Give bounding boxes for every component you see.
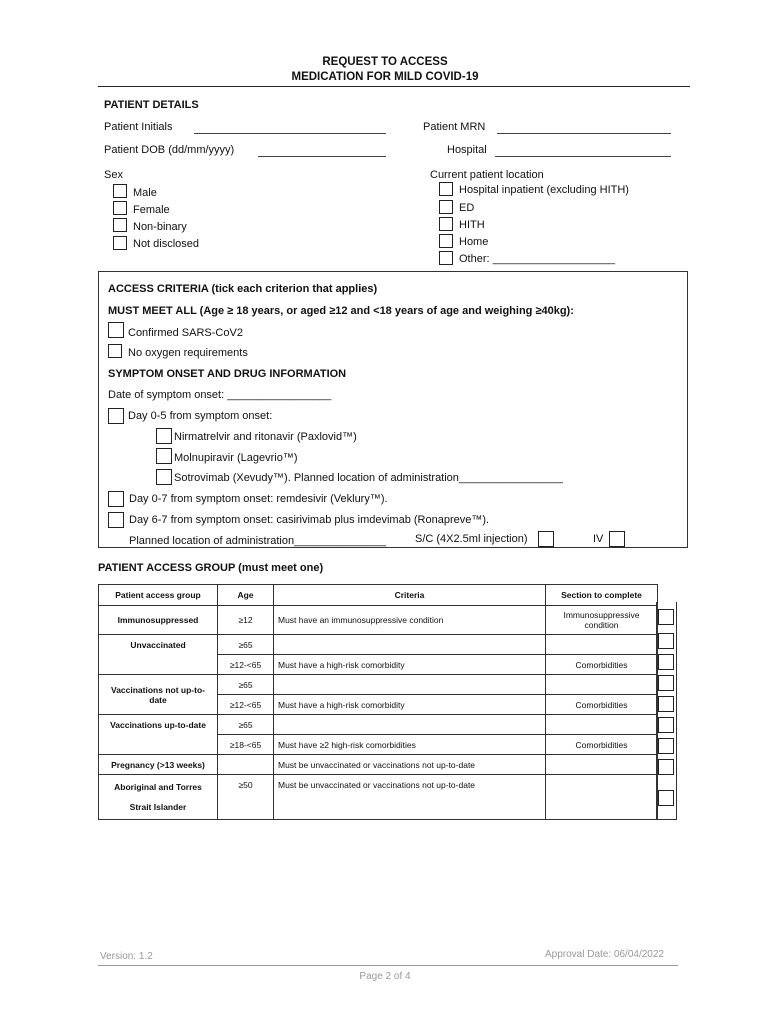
patient-initials-label: Patient Initials — [104, 121, 173, 133]
criteria-cell: Must have ≥2 high-risk comorbidities — [274, 735, 546, 755]
sex-male-checkbox[interactable] — [113, 184, 127, 198]
section-cell — [546, 675, 658, 695]
patient-access-group-heading: PATIENT ACCESS GROUP (must meet one) — [98, 562, 324, 574]
sex-option-label: Not disclosed — [133, 238, 200, 250]
sex-option-label: Female — [133, 204, 170, 216]
day-0-5-checkbox[interactable] — [108, 408, 124, 424]
patient-dob-label: Patient DOB (dd/mm/yyyy) — [104, 144, 235, 156]
age-cell: ≥18-<65 — [218, 735, 274, 755]
title-line2: MEDICATION FOR MILD COVID-19 — [291, 71, 479, 83]
age-cell: ≥12-<65 — [218, 655, 274, 675]
location-option-label: ED — [459, 202, 475, 214]
group-atsi: Aboriginal and Torres Strait Islander — [99, 775, 218, 820]
location-option-label: Home — [459, 236, 489, 248]
confirmed-sarscov2-label: Confirmed SARS-CoV2 — [128, 327, 243, 339]
section-cell — [546, 775, 658, 820]
access-group-table — [98, 584, 658, 820]
hospital-field[interactable] — [495, 156, 671, 157]
group-unvacc-12-checkbox[interactable] — [658, 654, 674, 670]
group-immunosuppressed-checkbox[interactable] — [658, 609, 674, 625]
symptom-onset-heading: SYMPTOM ONSET AND DRUG INFORMATION — [108, 368, 347, 380]
sex-nonbinary-checkbox[interactable] — [113, 218, 127, 232]
no-oxygen-checkbox[interactable] — [108, 344, 122, 358]
sex-label: Sex — [104, 169, 123, 181]
iv-checkbox[interactable] — [609, 531, 625, 547]
paxlovid-checkbox[interactable] — [156, 428, 172, 444]
age-cell: ≥12-<65 — [218, 695, 274, 715]
planned-location-field[interactable]: Planned location of administration_______________ — [129, 535, 386, 547]
paxlovid-label: Nirmatrelvir and ritonavir (Paxlovid™) — [174, 431, 357, 443]
col-header-section: Section to complete — [546, 585, 658, 606]
location-home-checkbox[interactable] — [439, 234, 453, 248]
group-not-up-to-date: Vaccinations not up-to-date — [99, 675, 218, 715]
criteria-cell: Must have a high-risk comorbidity — [274, 655, 546, 675]
age-cell: ≥50 — [218, 775, 274, 820]
must-meet-all-heading: MUST MEET ALL (Age ≥ 18 years, or aged ≥12 and <18 years of age and weighing ≥40kg): — [108, 305, 574, 317]
location-inpatient-checkbox[interactable] — [439, 182, 453, 196]
group-unvacc-65-checkbox[interactable] — [658, 633, 674, 649]
onset-date-field[interactable]: Date of symptom onset: _________________ — [108, 389, 332, 401]
title-rule — [98, 86, 690, 87]
lagevrio-label: Molnupiravir (Lagevrio™) — [174, 452, 298, 464]
sex-female-checkbox[interactable] — [113, 201, 127, 215]
location-option-label: Hospital inpatient (excluding HITH) — [459, 184, 629, 196]
patient-mrn-label: Patient MRN — [423, 121, 486, 133]
criteria-cell: Must be unvaccinated or vaccinations not up-to-date — [274, 755, 546, 775]
criteria-cell — [274, 635, 546, 655]
day-6-7-checkbox[interactable] — [108, 512, 124, 528]
location-option-label: HITH — [459, 219, 485, 231]
patient-dob-field[interactable] — [258, 156, 386, 157]
section-cell — [546, 755, 658, 775]
age-cell — [218, 755, 274, 775]
criteria-cell — [274, 675, 546, 695]
group-atsi-checkbox[interactable] — [658, 790, 674, 806]
section-cell: Comorbidities — [546, 735, 658, 755]
hospital-label: Hospital — [447, 144, 487, 156]
location-label: Current patient location — [430, 169, 544, 181]
group-immunosuppressed: Immunosuppressed — [99, 606, 218, 635]
day-6-7-label: Day 6-7 from symptom onset: casirivimab plus imdevimab (Ronapreve™). — [129, 514, 490, 526]
group-upto-18-checkbox[interactable] — [658, 738, 674, 754]
criteria-cell: Must have an immunosuppressive condition — [274, 606, 546, 635]
location-other-checkbox[interactable] — [439, 251, 453, 265]
criteria-cell: Must be unvaccinated or vaccinations not up-to-date — [274, 775, 546, 820]
footer-page-number: Page 2 of 4 — [359, 971, 411, 982]
footer-rule — [98, 965, 678, 966]
group-up-to-date: Vaccinations up-to-date — [99, 715, 218, 755]
section-cell: Immunosuppressive condition — [546, 606, 658, 635]
patient-mrn-field[interactable] — [497, 133, 671, 134]
patient-initials-field[interactable] — [194, 133, 386, 134]
xevudy-checkbox[interactable] — [156, 469, 172, 485]
age-cell: ≥65 — [218, 715, 274, 735]
xevudy-label: Sotrovimab (Xevudy™). Planned location of administration_________________ — [174, 472, 563, 484]
sex-option-label: Male — [133, 187, 157, 199]
access-criteria-heading: ACCESS CRITERIA (tick each criterion that applies) — [108, 283, 378, 295]
no-oxygen-label: No oxygen requirements — [128, 347, 248, 359]
col-header-group: Patient access group — [99, 585, 218, 606]
location-hith-checkbox[interactable] — [439, 217, 453, 231]
section-cell: Comorbidities — [546, 655, 658, 675]
footer-approval-date: Approval Date: 06/04/2022 — [545, 949, 664, 960]
footer-version: Version: 1.2 — [100, 951, 153, 962]
title-line1: REQUEST TO ACCESS — [322, 56, 448, 68]
day-0-7-label: Day 0-7 from symptom onset: remdesivir (Veklury™). — [129, 493, 388, 505]
day-0-7-checkbox[interactable] — [108, 491, 124, 507]
section-cell — [546, 635, 658, 655]
criteria-cell: Must have a high-risk comorbidity — [274, 695, 546, 715]
day-0-5-label: Day 0-5 from symptom onset: — [128, 410, 273, 422]
age-cell: ≥65 — [218, 675, 274, 695]
iv-label: IV — [593, 533, 604, 545]
age-cell: ≥12 — [218, 606, 274, 635]
location-other-field[interactable]: Other: ____________________ — [459, 253, 615, 265]
lagevrio-checkbox[interactable] — [156, 448, 172, 464]
group-notupto-65-checkbox[interactable] — [658, 675, 674, 691]
confirmed-sarscov2-checkbox[interactable] — [108, 322, 124, 338]
group-pregnancy: Pregnancy (>13 weeks) — [99, 755, 218, 775]
criteria-cell — [274, 715, 546, 735]
col-header-age: Age — [218, 585, 274, 606]
group-pregnancy-checkbox[interactable] — [658, 759, 674, 775]
group-notupto-12-checkbox[interactable] — [658, 696, 674, 712]
section-cell — [546, 715, 658, 735]
group-upto-65-checkbox[interactable] — [658, 717, 674, 733]
sex-option-label: Non-binary — [133, 221, 187, 233]
sc-label: S/C (4X2.5ml injection) — [415, 533, 528, 545]
group-unvaccinated: Unvaccinated — [99, 635, 218, 675]
sex-notdisclosed-checkbox[interactable] — [113, 236, 127, 250]
sc-checkbox[interactable] — [538, 531, 554, 547]
location-ed-checkbox[interactable] — [439, 200, 453, 214]
patient-details-heading: PATIENT DETAILS — [104, 99, 199, 111]
col-header-criteria: Criteria — [274, 585, 546, 606]
section-cell: Comorbidities — [546, 695, 658, 715]
age-cell: ≥65 — [218, 635, 274, 655]
